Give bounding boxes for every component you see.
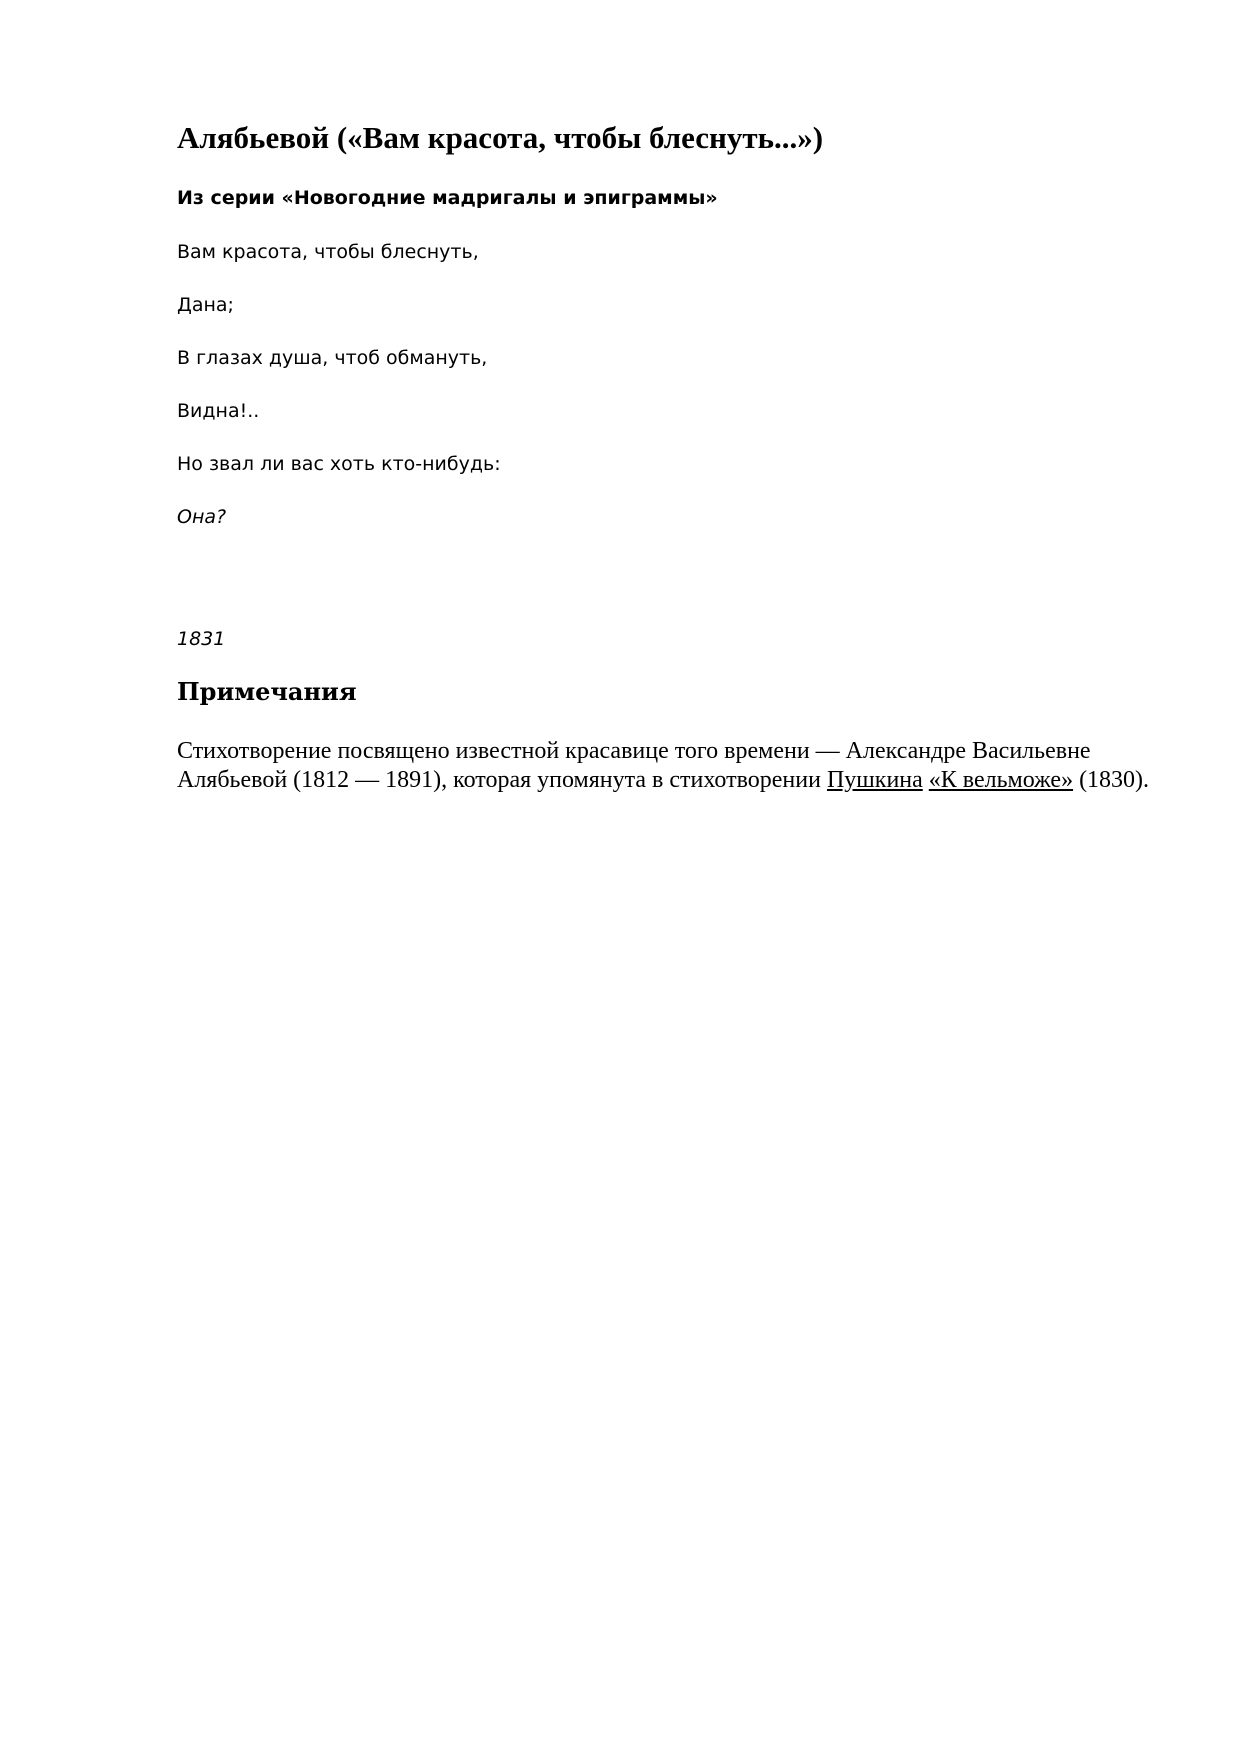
poem-line: Видна!.. — [177, 400, 260, 422]
poem-year: 1831 — [177, 628, 226, 650]
notes-text-after: (1830). — [1073, 767, 1150, 793]
poem-line: Но звал ли вас хоть кто-нибудь: — [177, 453, 501, 475]
notes-paragraph — [177, 737, 1157, 795]
notes-text-before: Стихотворение посвящено известной красавице того времени — Александре Васильевне Алябьевой (1812 — 1891), которая упомянута в стихотворении — [177, 738, 1091, 793]
series-subtitle: Из серии «Новогодние мадригалы и эпиграммы» — [177, 187, 718, 209]
k-velmozhe-link[interactable]: «К вельможе» — [928, 767, 1074, 793]
poem-line: Дана; — [177, 294, 234, 316]
notes-heading: Примечания — [177, 677, 357, 706]
pushkin-link[interactable]: Пушкина — [826, 767, 923, 793]
page-title: Алябьевой («Вам красота, чтобы блеснуть...») — [177, 120, 824, 155]
poem-body — [177, 238, 1157, 531]
document-page — [177, 118, 1157, 795]
poem-line: Вам красота, чтобы блеснуть, — [177, 241, 479, 263]
poem-line: В глазах душа, чтоб обмануть, — [177, 347, 488, 369]
poem-line: Она? — [177, 506, 227, 528]
